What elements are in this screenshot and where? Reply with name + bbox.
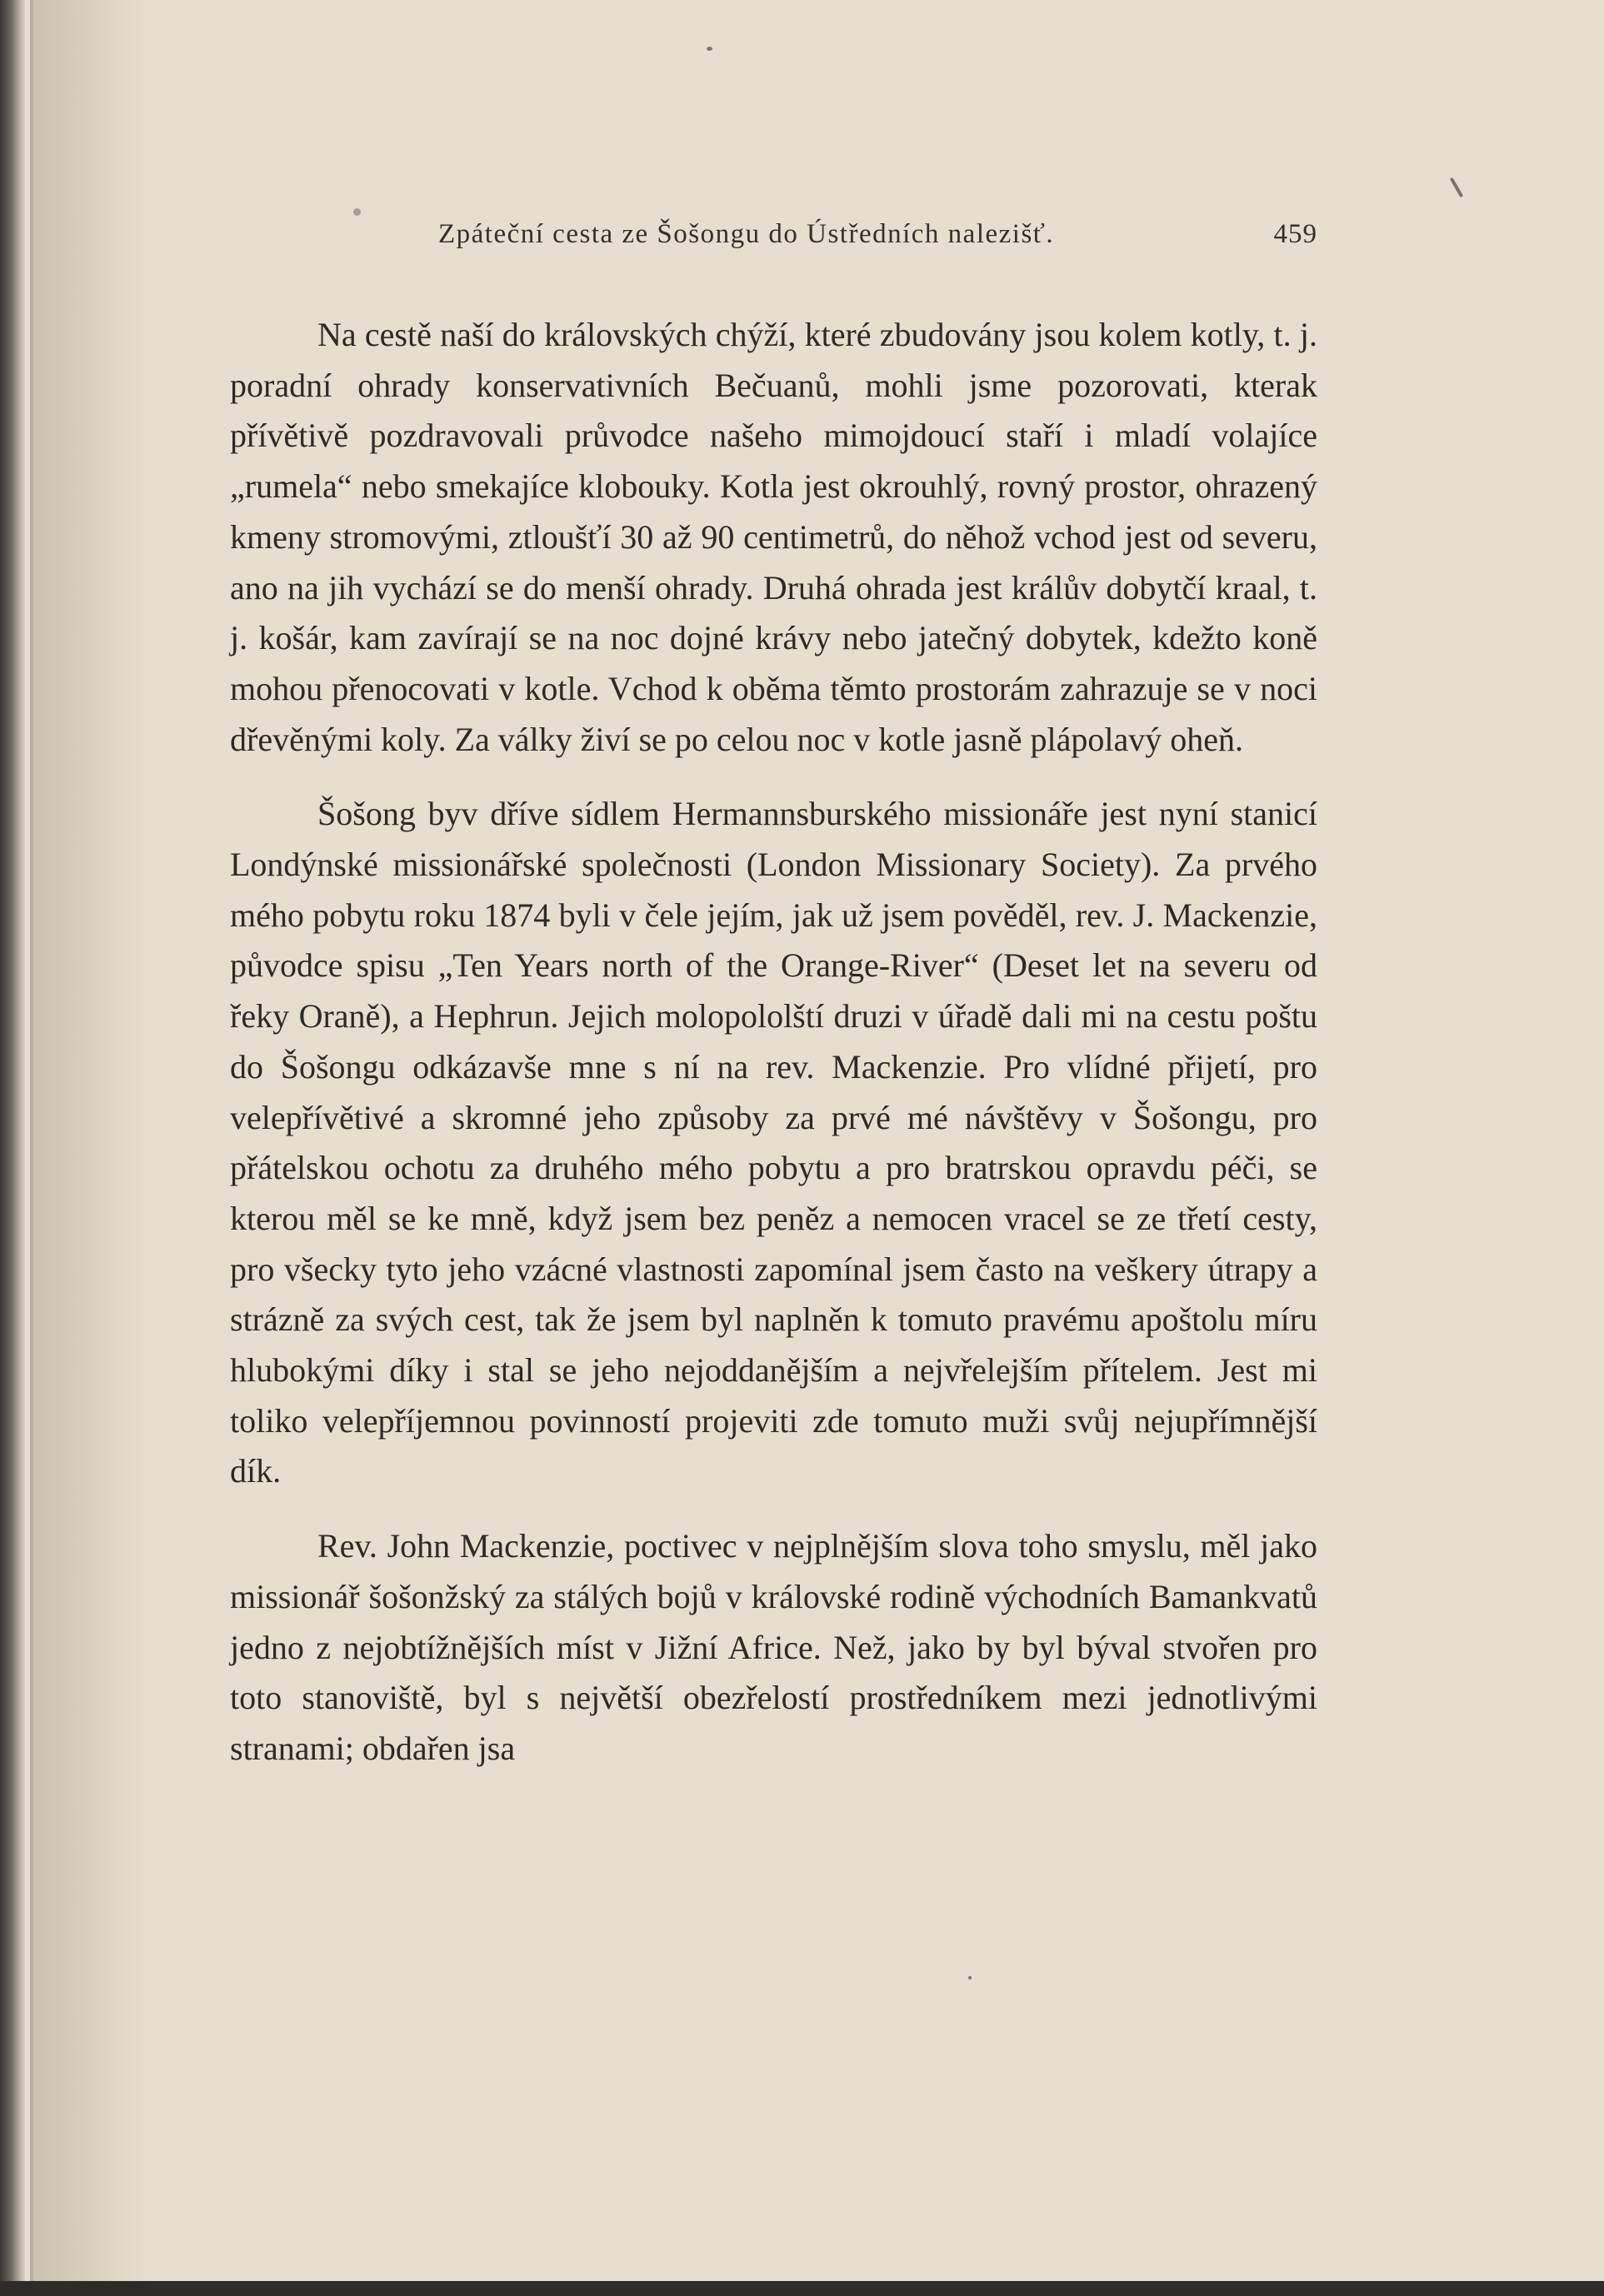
paragraph: Šošong byv dříve sídlem Hermannsburského missionáře jest nyní stanicí Londýnské missionářské společnosti (London Missionary Society). Za prvého mého pobytu roku 1874 byli v čele jejím, jak už jsem pověděl, rev. J. Mackenzie, původce spisu „Ten Years north of the Orange-River“ (Deset let na severu od řeky Oraně), a Hephrun. Jejich molopololští druzi v úřadě dali mi na cestu poštu do Šošongu odkázavše mne s ní na rev. Mackenzie. Pro vlídné přijetí, pro velepřívětivé a skromné jeho způsoby za prvé mé návštěvy v Šošongu, pro přátelskou ochotu za druhého mého pobytu a pro bratrskou opravdu péči, se kterou měl se ke mně, když jsem bez peněz a nemocen vracel se ze třetí cesty, pro všecky tyto jeho vzácné vlastnosti zapomínal jsem často na veškery útrapy a strázně za svých cest, tak že jsem byl naplněn k tomuto pravému apoštolu míru hlubokými díky i stal se jeho nejoddanějším a nejvřelejším přítelem. Jest mi toliko velepříjemnou povinností projeviti zde tomuto muži svůj nejupřímnější dík. xyxy=(230,795,1317,1490)
page-header xyxy=(230,219,1317,261)
paper-speck xyxy=(707,47,712,51)
paragraph: Na cestě naší do královských chýží, které zbudovány jsou kolem kotly, t. j. poradní ohrady konservativních Bečuanů, mohli jsme pozorovati, kterak přívětivě pozdravovali průvodce našeho mimojdoucí staří i mladí volajíce „rumela“ nebo smekajíce klobouky. Kotla jest okrouhlý, rovný prostor, ohrazený kmeny stromovými, ztloušťí 30 až 90 centimetrů, do něhož vchod jest od severu, ano na jih vychází se do menší ohrady. Druhá ohrada jest králův dobytčí kraal, t. j. košár, kam zavírají se na noc dojné krávy nebo jatečný dobytek, kdežto koně mohou přenocovati v kotle. Vchod k oběma těmto prostorám zahrazuje se v noci dřevěnými koly. Za války živí se po celou noc v kotle jasně plápolavý oheň. xyxy=(230,316,1317,758)
page-bottom-edge xyxy=(0,2281,1604,2296)
paper-speck xyxy=(968,1976,972,1979)
body-text xyxy=(230,310,1317,1774)
paper-speck xyxy=(353,208,361,216)
paragraph: Rev. John Mackenzie, poctivec v nejplnějším slova toho smyslu, měl jako missionář šošonžský za stálých bojů v královské rodině východních Bamankvatů jedno z nejobtížnějších míst v Jižní Africe. Než, jako by byl býval stvořen pro toto stanoviště, byl s největší obezřelostí prostředníkem mezi jednotlivými stranami; obdařen jsa xyxy=(230,1527,1317,1767)
running-head: Zpáteční cesta ze Šošongu do Ústředních nalezišť. xyxy=(438,219,1055,249)
book-spine xyxy=(0,0,25,2296)
paper-speck xyxy=(1450,177,1463,198)
page-number: 459 xyxy=(1273,219,1317,249)
fold-shadow xyxy=(33,0,150,2296)
